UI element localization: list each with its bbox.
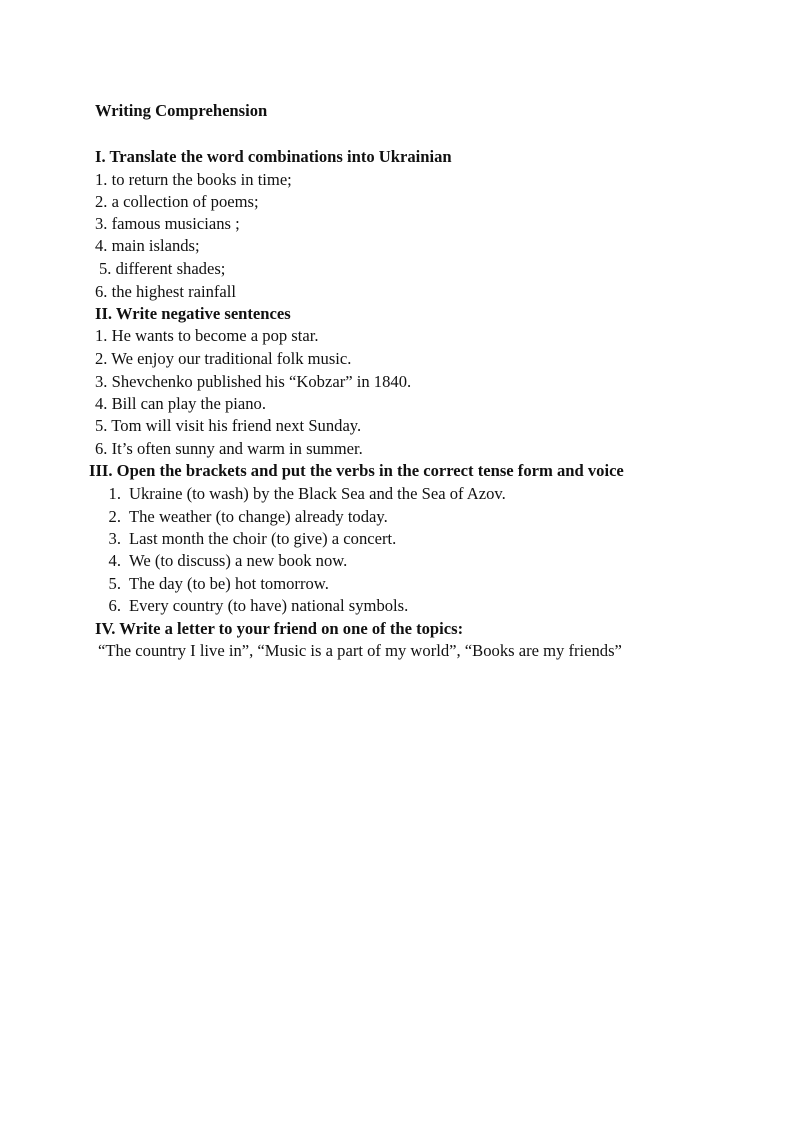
section-3-item <box>97 484 506 504</box>
section-2-item: 3. Shevchenko published his “Kobzar” in 1840. <box>95 372 412 391</box>
section-1-item: 6. the highest rainfall <box>95 282 237 301</box>
item-text: Ukraine (to wash) by the Black Sea and the Sea of Azov. <box>129 484 506 503</box>
section-2-item: 5. Tom will visit his friend next Sunday. <box>95 416 362 435</box>
document-title: Writing Comprehension <box>95 101 268 120</box>
item-text: Last month the choir (to give) a concert. <box>129 529 397 548</box>
item-text: Every country (to have) national symbols. <box>129 596 409 615</box>
section-4-topics: “The country I live in”, “Music is a part of my world”, “Books are my friends” <box>98 641 622 660</box>
section-2-heading: II. Write negative sentences <box>95 304 291 323</box>
section-2-item: 2. We enjoy our traditional folk music. <box>95 349 352 368</box>
section-3-item <box>97 529 396 549</box>
section-3-item <box>97 574 329 594</box>
section-1-item: 3. famous musicians ; <box>95 214 240 233</box>
item-text: The day (to be) hot tomorrow. <box>129 574 329 593</box>
item-number: 4. <box>108 551 121 570</box>
section-2-item: 1. He wants to become a pop star. <box>95 326 319 345</box>
item-number: 2. <box>108 507 121 526</box>
item-text: We (to discuss) a new book now. <box>129 551 348 570</box>
section-3-heading: III. Open the brackets and put the verbs in the correct tense form and voice <box>89 461 624 480</box>
section-1-heading: I. Translate the word combinations into Ukrainian <box>95 147 452 166</box>
section-3-item <box>97 596 408 616</box>
section-1-item: 4. main islands; <box>95 236 200 255</box>
section-1-item: 5. different shades; <box>99 259 226 278</box>
item-number: 6. <box>108 596 121 615</box>
item-text: The weather (to change) already today. <box>129 507 388 526</box>
section-1-item: 1. to return the books in time; <box>95 170 292 189</box>
section-1-item: 2. a collection of poems; <box>95 192 259 211</box>
item-number: 3. <box>108 529 121 548</box>
item-number: 5. <box>108 574 121 593</box>
section-4-heading: IV. Write a letter to your friend on one of the topics: <box>95 619 464 638</box>
section-2-item: 6. It’s often sunny and warm in summer. <box>95 439 363 458</box>
item-number: 1. <box>108 484 121 503</box>
section-3-item <box>97 551 347 571</box>
section-2-item: 4. Bill can play the piano. <box>95 394 266 413</box>
section-3-item <box>97 507 388 527</box>
